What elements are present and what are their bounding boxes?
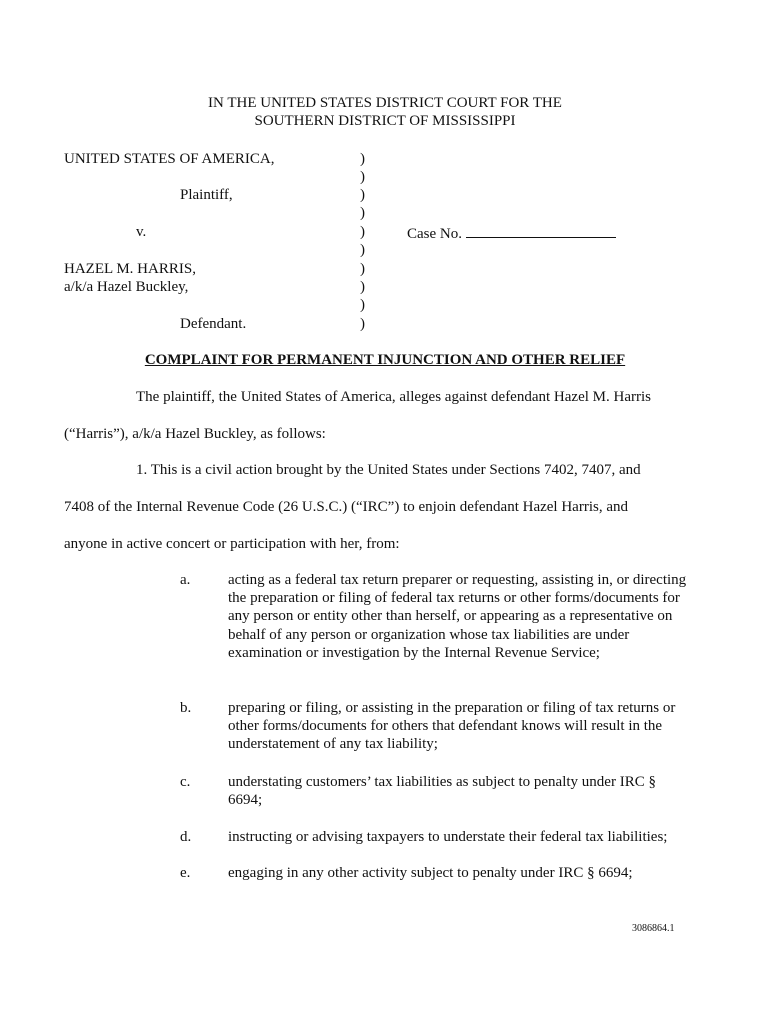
intro-line-2: (“Harris”), a/k/a Hazel Buckley, as follows: <box>64 426 326 442</box>
caption-paren: ) <box>360 279 365 295</box>
item-letter: c. <box>180 774 191 790</box>
caption-paren: ) <box>360 242 365 258</box>
caption-paren: ) <box>360 169 365 185</box>
caption-paren: ) <box>360 297 365 313</box>
caption-paren: ) <box>360 151 365 167</box>
court-heading-line-2: SOUTHERN DISTRICT OF MISSISSIPPI <box>254 113 516 129</box>
item-text: instructing or advising taxpayers to understate their federal tax liabilities; <box>228 829 668 845</box>
defendant-aka: a/k/a Hazel Buckley, <box>64 279 189 295</box>
paragraph-1-line-2: 7408 of the Internal Revenue Code (26 U.S.C.) (“IRC”) to enjoin defendant Hazel Harris, and <box>64 499 628 515</box>
caption-paren: ) <box>360 316 365 332</box>
versus: v. <box>136 224 147 240</box>
complaint-title: COMPLAINT FOR PERMANENT INJUNCTION AND OTHER RELIEF <box>144 352 626 368</box>
paragraph-1-line-1: 1. This is a civil action brought by the United States under Sections 7402, 7407, and <box>136 462 641 478</box>
caption-paren: ) <box>360 205 365 221</box>
item-text: understating customers’ tax liabilities as subject to penalty under IRC § 6694; <box>228 774 656 809</box>
item-text: preparing or filing, or assisting in the preparation or filing of tax returns or other forms/documents for others that defendant knows will result in the understatement of any tax liability; <box>228 700 676 753</box>
caption-paren: ) <box>360 187 365 203</box>
paragraph-1-line-3: anyone in active concert or participation with her, from: <box>64 536 400 552</box>
item-text: engaging in any other activity subject to penalty under IRC § 6694; <box>228 865 633 881</box>
defendant-role: Defendant. <box>180 316 247 332</box>
case-number <box>407 223 616 243</box>
item-letter: b. <box>180 700 192 716</box>
intro-line-1: The plaintiff, the United States of America, alleges against defendant Hazel M. Harris <box>136 389 651 405</box>
document-number: 3086864.1 <box>632 923 675 934</box>
item-letter: a. <box>180 572 191 588</box>
caption-paren: ) <box>360 224 365 240</box>
item-letter: e. <box>180 865 191 881</box>
caption-paren: ) <box>360 261 365 277</box>
defendant-name: HAZEL M. HARRIS, <box>64 261 196 277</box>
plaintiff-name: UNITED STATES OF AMERICA, <box>64 151 275 167</box>
plaintiff-role: Plaintiff, <box>180 187 233 203</box>
case-number-label: Case No. <box>407 226 462 242</box>
item-letter: d. <box>180 829 192 845</box>
case-number-blank <box>466 223 616 238</box>
item-text: acting as a federal tax return preparer or requesting, assisting in, or directing the preparation or filing of federal tax returns or other forms/documents for any person or entity other than herself, or appearing as a representative on behalf of any person or organization whose tax liabilities are under examination or investigation by the Internal Revenue Service; <box>228 572 687 661</box>
court-heading-line-1: IN THE UNITED STATES DISTRICT COURT FOR THE <box>208 95 562 111</box>
